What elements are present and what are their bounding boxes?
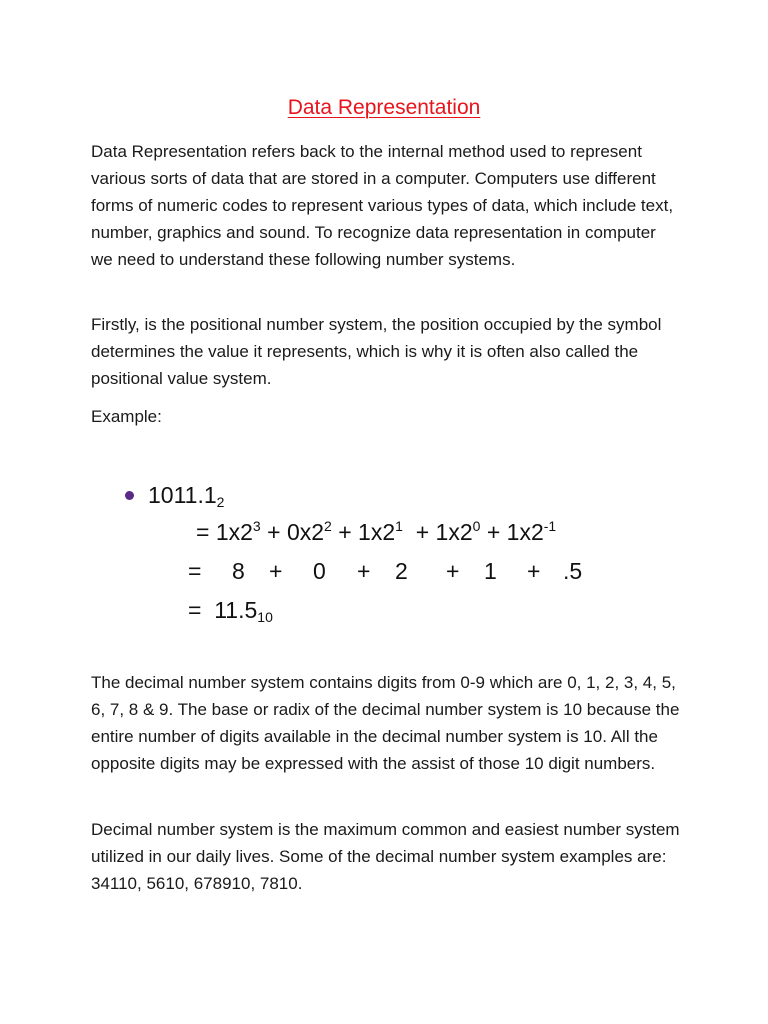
term-coef: 1x2 (215, 519, 253, 545)
term-exp: -1 (543, 518, 557, 534)
paragraph-intro: Data Representation refers back to the internal method used to represent various sorts of data that are stored in a computer. Computers use different forms of numeric codes to represent various types of data, which include text, number, graphics and sound. To recognize data representation in computer we need to understand these following number systems. (91, 142, 674, 269)
term-coef: 1x2 (358, 519, 396, 545)
values-equals: = (188, 558, 202, 584)
term-coef: 1x2 (506, 519, 544, 545)
plus-sign: + (527, 558, 541, 584)
binary-number: 1011.1 (148, 482, 217, 508)
plus-sign: + (260, 519, 287, 545)
value-item: 8 (232, 558, 245, 584)
term-coef: 0x2 (286, 519, 325, 545)
term-exp: 1 (395, 518, 403, 534)
result-base: 10 (257, 609, 273, 625)
plus-sign: + (331, 519, 359, 545)
plus-sign: + (446, 558, 460, 584)
result-equals: = (188, 597, 202, 623)
example-binary-number (148, 481, 224, 509)
result-gap (201, 597, 214, 623)
plus-sign: + (480, 519, 507, 545)
value-item: 0 (313, 558, 326, 584)
example-result (188, 596, 273, 624)
value-item: 1 (484, 558, 497, 584)
result-number: 11.5 (214, 597, 258, 623)
page-title: Data Representation (287, 96, 481, 119)
bullet-dot-icon (125, 491, 134, 500)
paragraph-decimal-examples: Decimal number system is the maximum common and easiest number system utilized in our daily lives. Some of the decimal number system examples are: 34110, 5610, 678910, 7810. (91, 820, 680, 893)
value-item: .5 (563, 558, 583, 584)
plus-sign: + (402, 519, 436, 545)
paragraph-positional: Firstly, is the positional number system, the position occupied by the symbol determines the value it represents, which is why it is often also called the positional value system. (91, 315, 662, 388)
term-exp: 0 (472, 518, 481, 534)
plus-sign: + (357, 558, 371, 584)
expansion-equals: = (196, 519, 216, 545)
term-exp: 3 (252, 518, 261, 534)
example-expansion (196, 518, 556, 546)
binary-base: 2 (216, 494, 225, 510)
paragraph-decimal-digits: The decimal number system contains digits from 0-9 which are 0, 1, 2, 3, 4, 5, 6, 7, 8 & 9. The base or radix of the decimal number system is 10 because the entire number of digits available in the decimal number system is 10. All the opposite digits may be expressed with the assist of those 10 digit numbers. (91, 673, 680, 773)
plus-sign: + (269, 558, 283, 584)
term-coef: 1x2 (435, 519, 473, 545)
paragraph-example-label: Example: (91, 407, 162, 426)
value-item: 2 (395, 558, 408, 584)
term-exp: 2 (324, 518, 332, 534)
